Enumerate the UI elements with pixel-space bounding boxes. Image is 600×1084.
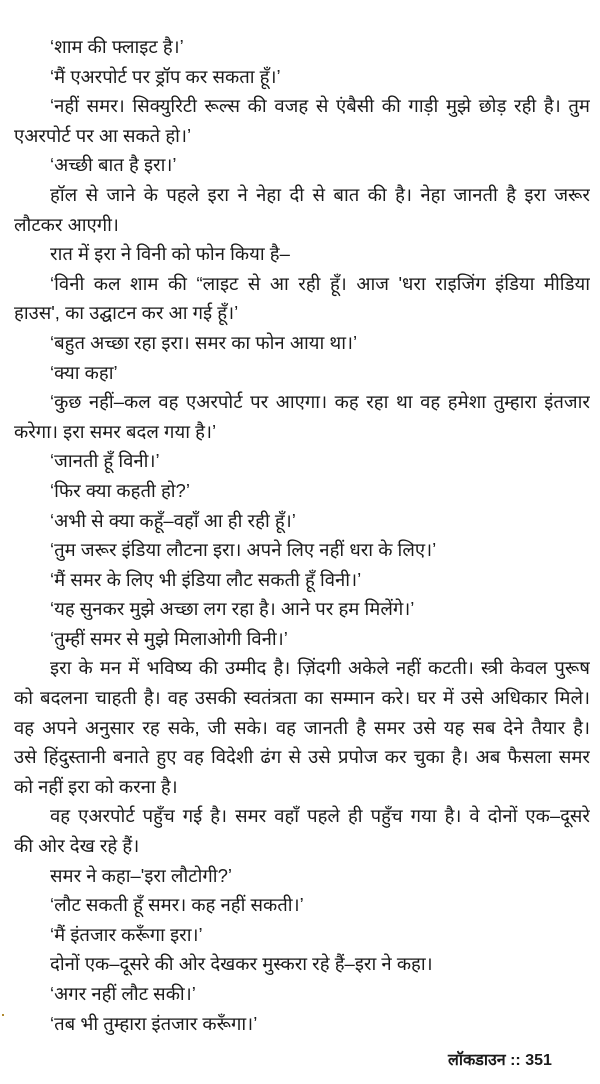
text-line: दोनों एक–दूसरे की ओर देखकर मुस्करा रहे हैं–इरा ने कहा। (50, 953, 433, 975)
paragraph (14, 949, 590, 979)
paragraph (14, 239, 590, 269)
paragraph (14, 506, 590, 536)
paragraph (14, 269, 590, 328)
paragraph (14, 91, 590, 150)
paragraph (14, 979, 590, 1009)
text-line: समर ने कहा–'इरा लौटोगी?’ (50, 864, 232, 886)
text-line: की ओर देख रहे हैं। (14, 835, 140, 857)
paragraph (14, 890, 590, 920)
text-line: ‘जानती हूँ विनी।’ (50, 450, 160, 472)
text-line: ‘लौट सकती हूँ समर। कह नहीं सकती।’ (50, 894, 304, 916)
paragraph (14, 861, 590, 891)
paragraph (14, 920, 590, 950)
text-line: ‘मैं एअरपोर्ट पर ड्रॉप कर सकता हूँ।’ (50, 65, 281, 87)
text-line: ‘अगर नहीं लौट सकी।’ (50, 983, 196, 1004)
paragraph (14, 328, 590, 358)
page-footer (448, 1048, 552, 1070)
text-line: ‘यह सुनकर मुझे अच्छा लग रहा है। आने पर हम मिलेंगे।’ (50, 598, 415, 620)
text-line: ‘मैं समर के लिए भी इंडिया लौट सकती हूँ विनी।’ (50, 568, 362, 590)
text-line: ‘नहीं समर। सिक्युरिटी रूल्स की वजह से एंबैसी की गाड़ी मुझे छोड़ रही है। तुम (50, 95, 590, 117)
text-line: करेगा। इरा समर बदल गया है।’ (14, 420, 217, 442)
text-line: को नहीं इरा को करना है। (14, 775, 178, 797)
text-line: एअरपोर्ट पर आ सकते हो।’ (14, 124, 192, 146)
text-line: ‘अभी से क्या कहूँ–वहाँ आ ही रही हूँ।’ (50, 509, 296, 531)
text-line: ‘कुछ नहीं–कल वह एअरपोर्ट पर आएगा। कह रहा था वह हमेशा तुम्हारा इंतजार (50, 391, 590, 413)
paragraph (14, 150, 590, 180)
text-line: ‘तुम्हीं समर से मुझे मिलाओगी विनी।’ (50, 627, 288, 649)
paragraph (14, 801, 590, 860)
paragraph (14, 594, 590, 624)
paragraph (14, 624, 590, 654)
paragraph (14, 446, 590, 476)
text-line: हॉल से जाने के पहले इरा ने नेहा दी से बात की है। नेहा जानती है इरा जरूर (50, 183, 590, 205)
text-line: ‘शाम की फ्लाइट है।’ (50, 36, 184, 57)
scan-speck (2, 1014, 4, 1016)
text-line: ‘फिर क्या कहती हो?’ (50, 479, 190, 501)
paragraph (14, 653, 590, 801)
paragraph (14, 387, 590, 446)
text-line: ‘तुम जरूर इंडिया लौटना इरा। अपने लिए नहीं धरा के लिए।’ (50, 539, 437, 561)
paragraph (14, 358, 590, 388)
text-line: रात में इरा ने विनी को फोन किया है– (50, 243, 290, 265)
paragraph (14, 62, 590, 92)
text-line: ‘तब भी तुम्हारा इंतजार करूँगा।’ (50, 1012, 258, 1034)
running-title: लॉकडाउन (448, 1052, 506, 1069)
paragraph (14, 32, 590, 62)
text-line: उसे हिंदुस्तानी बनाते हुए वह विदेशी ढंग से उसे प्रपोज कर चुका है। अब फैसला समर (14, 746, 590, 768)
paragraph (14, 476, 590, 506)
paragraph (14, 180, 590, 239)
text-line: हाउस', का उद्घाटन कर आ गई हूँ।’ (14, 302, 239, 324)
paragraph (14, 565, 590, 595)
paragraph (14, 1009, 590, 1039)
page-body (14, 32, 590, 1038)
text-line: ‘क्या कहा’ (50, 361, 118, 383)
text-line: ‘अच्छी बात है इरा।’ (50, 154, 177, 176)
text-line: ‘मैं इंतजार करूँगा इरा।’ (50, 923, 203, 945)
paragraph (14, 535, 590, 565)
text-line: को बदलना चाहती है। वह उसकी स्वतंत्रता का सम्मान करे। घर में उसे अधिकार मिले। (14, 687, 590, 709)
footer-separator: :: (510, 1052, 521, 1069)
text-line: ‘विनी कल शाम की “लाइट से आ रही हूँ। आज 'धरा राइजिंग इंडिया मीडिया (50, 272, 590, 294)
text-line: ‘बहुत अच्छा रहा इरा। समर का फोन आया था।’ (50, 331, 358, 353)
text-line: वह एअरपोर्ट पहुँच गई है। समर वहाँ पहले ही पहुँच गया है। वे दोनों एक–दूसरे (50, 805, 590, 827)
text-line: लौटकर आएगी। (14, 213, 119, 235)
page-number: 351 (525, 1052, 552, 1069)
text-line: वह अपने अनुसार रह सके, जी सके। वह जानती है समर उसे यह सब देने तैयार है। (14, 716, 590, 738)
text-line: इरा के मन में भविष्य की उम्मीद है। ज़िंदगी अकेले नहीं कटती। स्त्री केवल पुरूष (50, 657, 590, 679)
